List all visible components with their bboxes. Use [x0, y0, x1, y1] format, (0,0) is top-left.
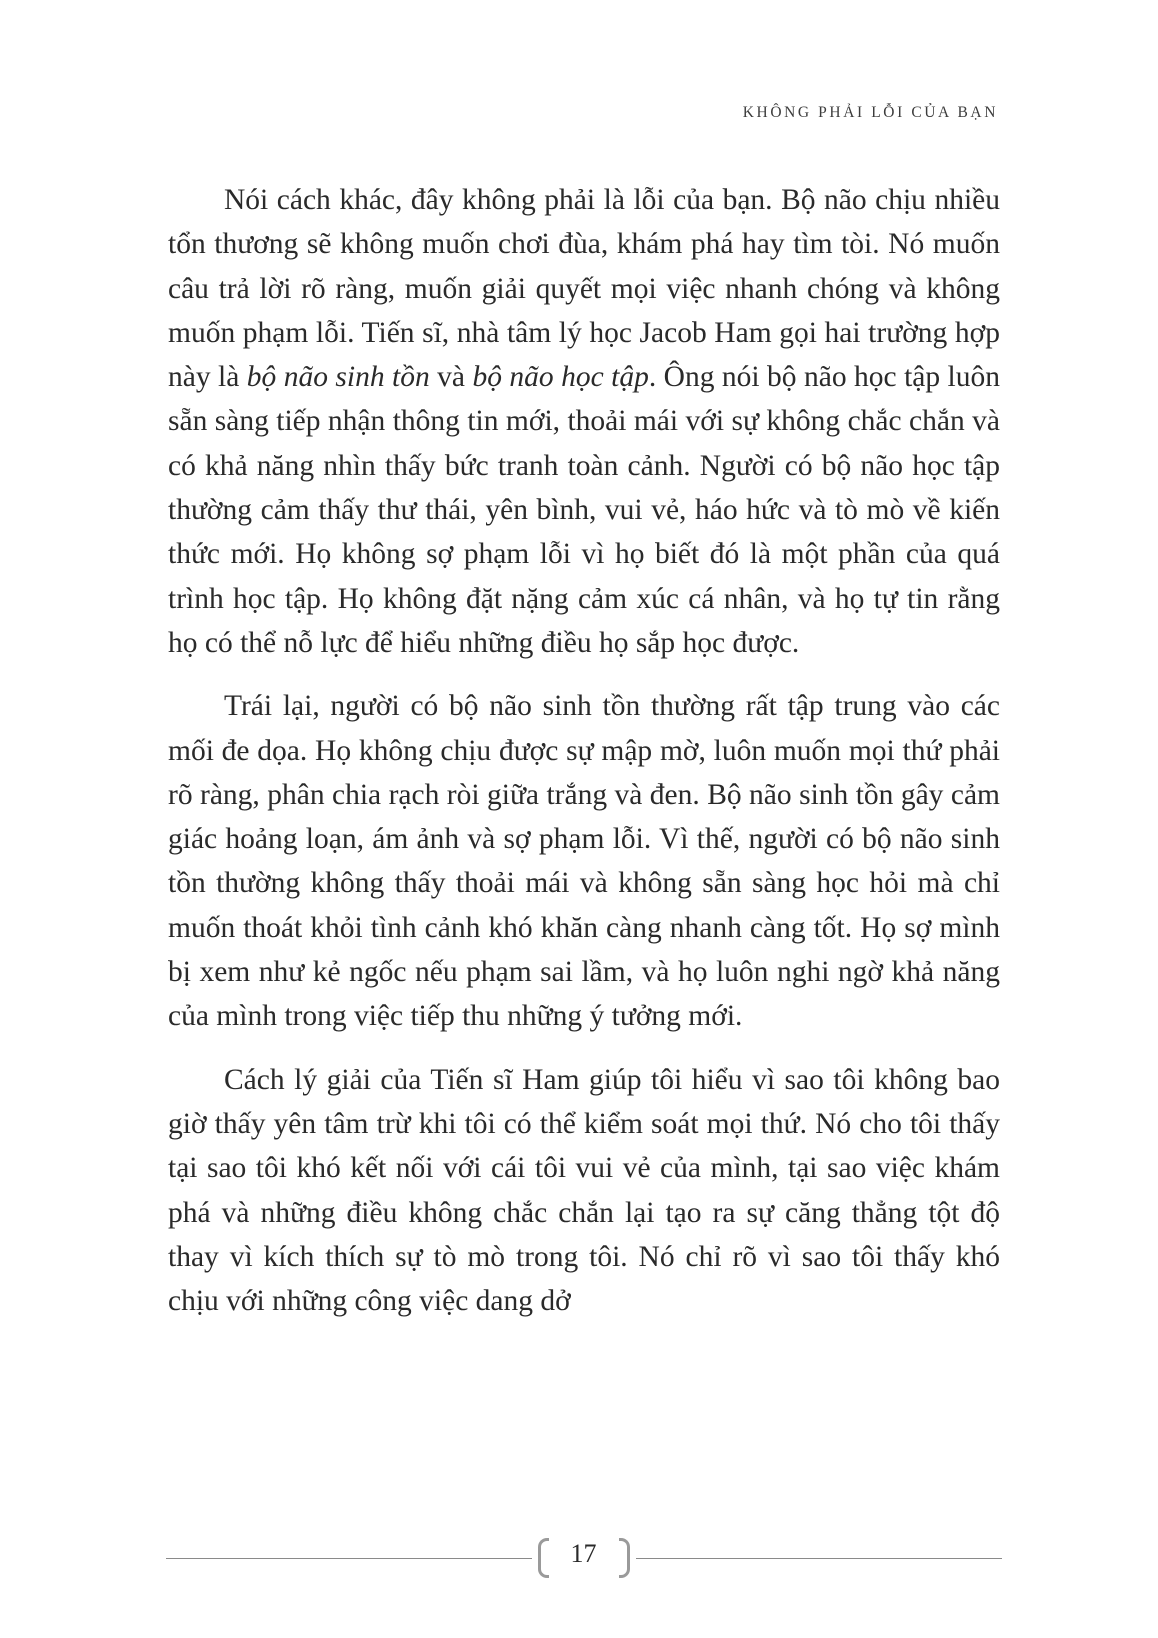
footer-rule-right: [636, 1558, 1002, 1559]
paragraph-1: [168, 178, 1000, 665]
right-bracket-ornament: [619, 1538, 630, 1578]
page-number: 17: [570, 1539, 597, 1568]
page-footer: [166, 1536, 1002, 1580]
paragraph-2: Trái lại, người có bộ não sinh tồn thường rất tập trung vào các mối đe dọa. Họ không chịu được sự mập mờ, luôn muốn mọi thứ phải rõ ràng, phân chia rạch ròi giữa trắng và đen. Bộ não sinh tồn gây cảm giác hoảng loạn, ám ảnh và sợ phạm lỗi. Vì thế, người có bộ não sinh tồn thường không thấy thoải mái và không sẵn sàng học hỏi mà chỉ muốn thoát khỏi tình cảnh khó khăn càng nhanh càng tốt. Họ sợ mình bị xem như kẻ ngốc nếu phạm sai lầm, và họ luôn nghi ngờ khả năng của mình trong việc tiếp thu những ý tưởng mới.: [168, 690, 1000, 1033]
paragraph-1-text-c: . Ông nói bộ não học tập luôn sẵn sàng tiếp nhận thông tin mới, thoải mái với sự không chắc chắn và có khả năng nhìn thấy bức tranh toàn cảnh. Người có bộ não học tập thường cảm thấy thư thái, yên bình, vui vẻ, háo hức và tò mò về kiến thức mới. Họ không sợ phạm lỗi vì họ biết đó là một phần của quá trình học tập. Họ không đặt nặng cảm xúc cá nhân, và họ tự tin rằng họ có thể nỗ lực để hiểu những điều họ sắp học được.: [168, 361, 1000, 659]
paragraph-1-text-b: và: [429, 361, 473, 394]
running-header: KHÔNG PHẢI LỖI CỦA BẠN: [742, 104, 998, 121]
italic-term-survival-brain: bộ não sinh tồn: [246, 361, 430, 394]
footer-rule-left: [166, 1558, 532, 1559]
paragraph-3: Cách lý giải của Tiến sĩ Ham giúp tôi hiểu vì sao tôi không bao giờ thấy yên tâm trừ khi tôi có thể kiểm soát mọi thứ. Nó cho tôi thấy tại sao tôi khó kết nối với cái tôi vui vẻ của mình, tại sao việc khám phá và những điều không chắc chắn lại tạo ra sự căng thẳng tột độ thay vì kích thích sự tò mò trong tôi. Nó chỉ rõ vì sao tôi thấy khó chịu với những công việc dang dở: [168, 1063, 1000, 1318]
body-text: [168, 178, 1000, 1323]
paragraph-1-text-a: Nói cách khác, đây không phải là lỗi của bạn. Bộ não chịu nhiều tổn thương sẽ không muốn chơi đùa, khám phá hay tìm tòi. Nó muốn câu trả lời rõ ràng, muốn giải quyết mọi việc nhanh chóng và không muốn phạm lỗi. Tiến sĩ, nhà tâm lý học Jacob Ham gọi hai trường hợp này là: [168, 184, 1000, 394]
italic-term-learning-brain: bộ não học tập: [472, 361, 649, 394]
